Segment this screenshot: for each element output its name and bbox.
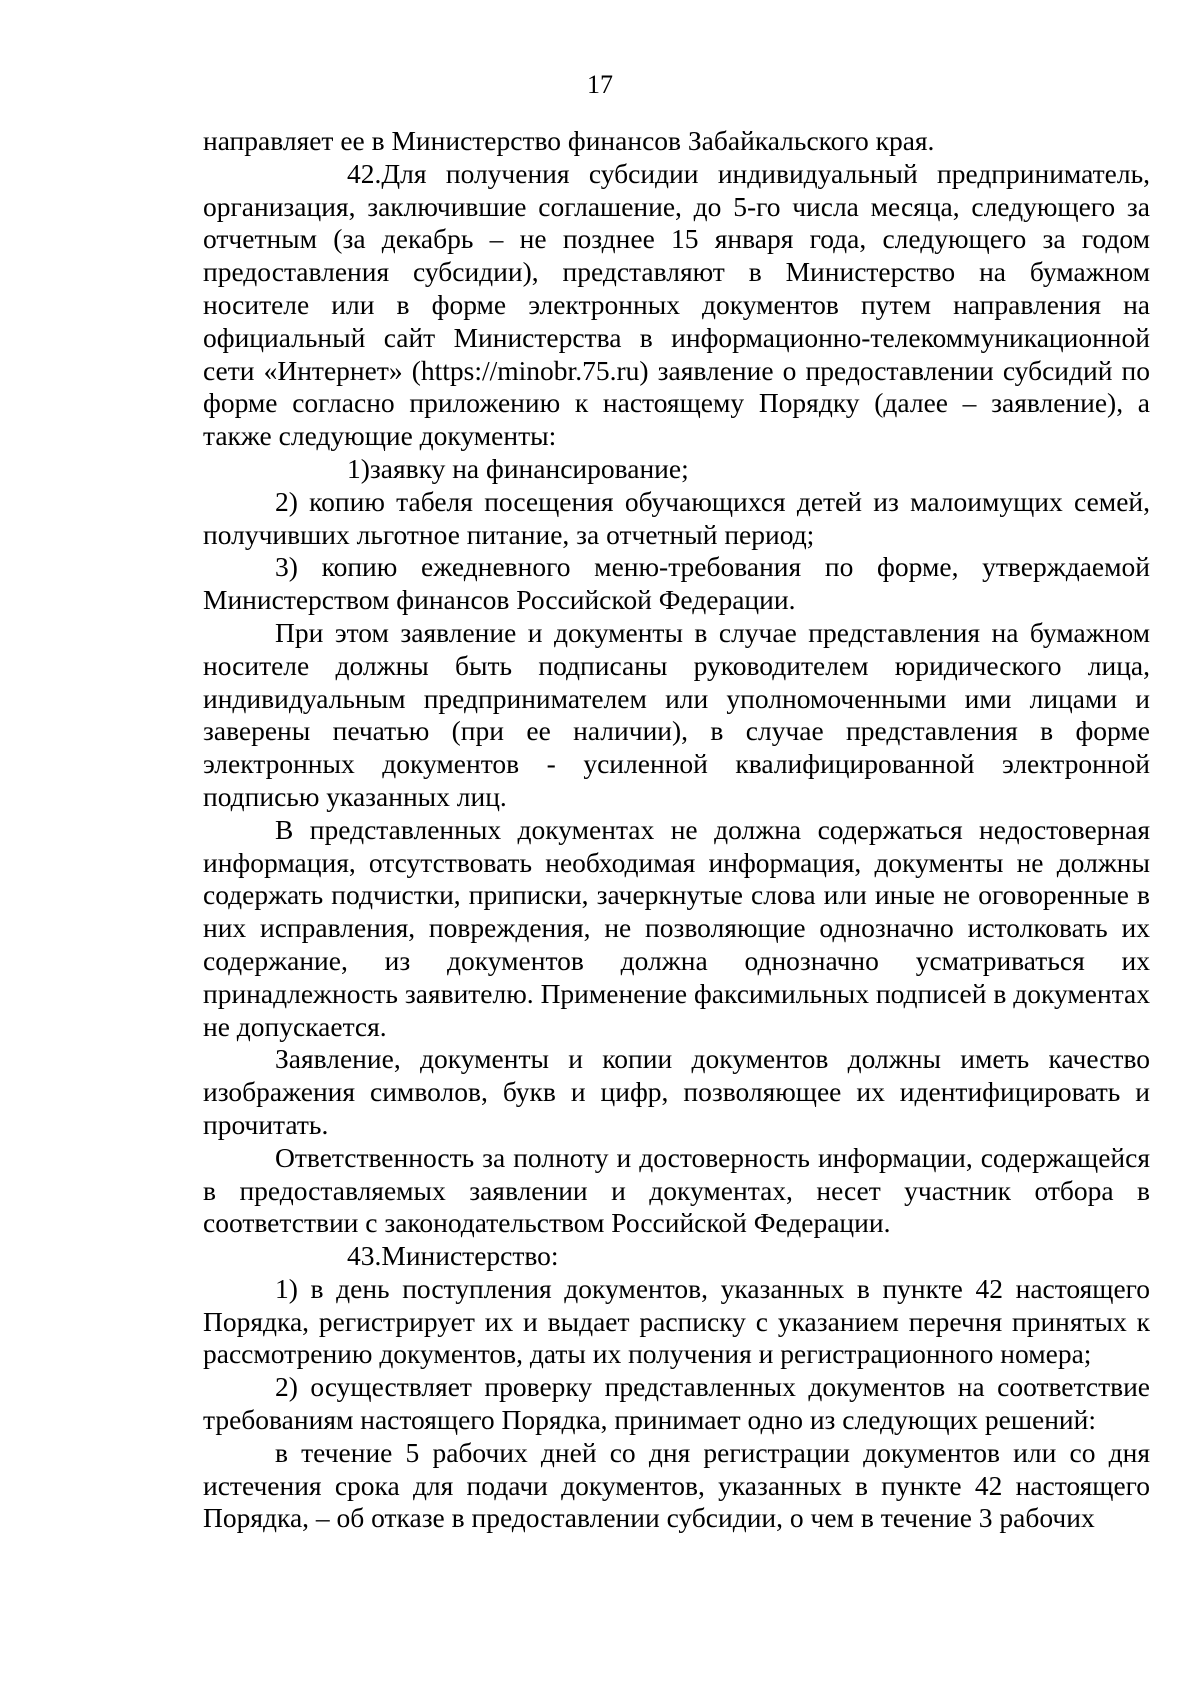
paragraph-continuation: направляет ее в Министерство финансов Забайкальского края. xyxy=(203,125,935,156)
page-number: 17 xyxy=(587,70,613,99)
paragraph-signing-requirements: При этом заявление и документы в случае представления на бумажном носителе должны быть подписаны руководителем юридического лица, индивидуальным предпринимателем или уполномоченными ими лицами и заверены печатью (при ее наличии), в случае представления в форме электронных документов - усиленной квалифицированной электронной подписью указанных лиц. xyxy=(203,616,1150,812)
paragraph-responsibility: Ответственность за полноту и достоверность информации, содержащейся в предоставляемых заявлении и документах, несет участник отбора в соответствии с законодательством Российской Федерации. xyxy=(203,1141,1150,1239)
paragraph-document-validity: В представленных документах не должна содержаться недостоверная информация, отсутствовать необходимая информация, документы не должны содержать подчистки, приписки, зачеркнутые слова или иные не оговоренные в них исправления, повреждения, не позволяющие однозначно истолковать их содержание, из документов должна однозначно усматриваться их принадлежность заявителю. Применение факсимильных подписей в документах не допускается. xyxy=(203,813,1150,1042)
paragraph-refusal-term: в течение 5 рабочих дней со дня регистрации документов или со дня истечения срока для подачи документов, указанных в пункте 42 настоящего Порядка, – об отказе в предоставлении субсидии, о чем в течение 3 рабочих xyxy=(203,1436,1150,1534)
paragraph-subitem-1 xyxy=(203,453,1150,486)
paragraph-text: Министерство: xyxy=(381,1240,559,1272)
paragraph-subitem-2: 2) копию табеля посещения обучающихся детей из малоимущих семей, получивших льготное питание, за отчетный период; xyxy=(203,485,1150,550)
subitem-number: 1) xyxy=(347,452,370,484)
paragraph-image-quality: Заявление, документы и копии документов должны иметь качество изображения символов, букв и цифр, позволяющее их идентифицировать и прочитать. xyxy=(203,1043,1150,1140)
item-number: 42. xyxy=(347,157,382,189)
paragraph-item-43 xyxy=(203,1240,1150,1273)
document-body xyxy=(203,125,1150,1535)
paragraph-text: Для получения субсидии индивидуальный предприниматель, организация, заключившие соглашение, до 5-го числа месяца, следующего за отчетным (за декабрь – не позднее 15 января года, следующего за годом предоставления субсидии), представляют в Министерство на бумажном носителе или в форме электронных документов путем направления на официальный сайт Министерства в информационно-телекоммуникационной сети «Интернет» (https://minobr.75.ru) заявление о предоставлении субсидий по форме согласно приложению к настоящему Порядку (далее – заявление), а также следующие документы: xyxy=(203,157,1150,452)
paragraph-text: заявку на финансирование; xyxy=(369,452,689,484)
paragraph-item-42 xyxy=(203,158,1150,453)
paragraph-ministry-action-2: 2) осуществляет проверку представленных документов на соответствие требованиям настоящего Порядка, принимает одно из следующих решений: xyxy=(203,1371,1150,1436)
paragraph-subitem-3: 3) копию ежедневного меню-требования по форме, утверждаемой Министерством финансов Российской Федерации. xyxy=(203,551,1150,616)
item-number: 43. xyxy=(347,1240,382,1272)
paragraph-ministry-action-1: 1) в день поступления документов, указанных в пункте 42 настоящего Порядка, регистрирует их и выдает расписку с указанием перечня принятых к рассмотрению документов, даты их получения и регистрационного номера; xyxy=(203,1272,1150,1370)
